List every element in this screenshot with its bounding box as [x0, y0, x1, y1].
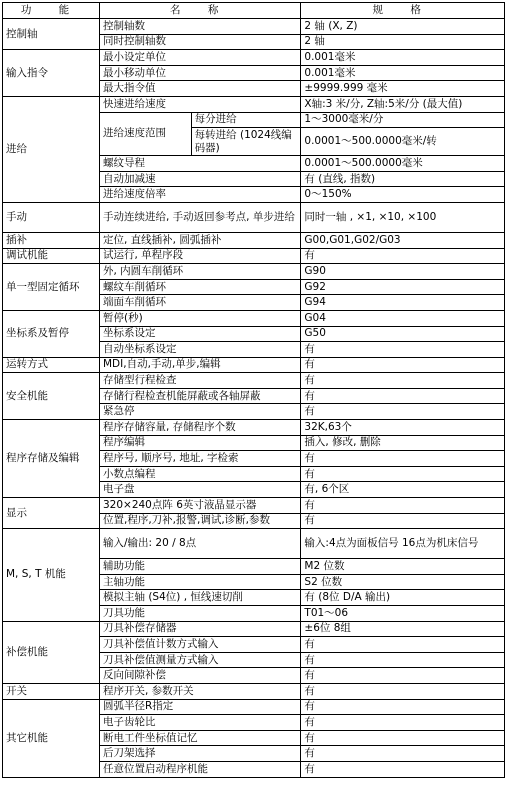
spec-cell: 有 — [301, 746, 505, 762]
name-cell: 最大指令值 — [99, 81, 300, 97]
table-row — [3, 699, 505, 715]
name-cell: 反向间隙补偿 — [99, 668, 300, 684]
name-cell: 定位, 直线插补, 圆弧插补 — [99, 232, 300, 248]
table-row — [3, 683, 505, 699]
spec-cell: 有 — [301, 668, 505, 684]
table-row — [3, 310, 505, 326]
name-cell: 存储行程检查机能屏蔽或各轴屏蔽 — [99, 388, 300, 404]
name-cell: 后刀架选择 — [99, 746, 300, 762]
header-row — [3, 3, 505, 19]
spec-cell: 插入, 修改, 删除 — [301, 435, 505, 451]
spec-cell: 2 轴 — [301, 34, 505, 50]
spec-table — [2, 2, 505, 778]
header-name: 名 称 — [99, 3, 300, 19]
name-cell: 自动坐标系设定 — [99, 342, 300, 358]
spec-cell: 有 — [301, 498, 505, 514]
table-row — [3, 420, 505, 436]
name-cell: 程序存储容量, 存储程序个数 — [99, 420, 300, 436]
name-cell: 快速进给速度 — [99, 96, 300, 112]
name-cell: 程序号, 顺序号, 地址, 字检索 — [99, 451, 300, 467]
name-cell: 进给速度倍率 — [99, 187, 300, 203]
spec-cell: 有 — [301, 373, 505, 389]
name-cell: 程序编辑 — [99, 435, 300, 451]
function-cell: 程序存储及编辑 — [3, 420, 100, 498]
function-cell: 坐标系及暂停 — [3, 310, 100, 357]
table-row — [3, 19, 505, 35]
function-cell: 调试机能 — [3, 248, 100, 264]
spec-cell: S2 位数 — [301, 574, 505, 590]
table-row — [3, 232, 505, 248]
spec-cell: 0.001毫米 — [301, 65, 505, 81]
spec-cell: 0.0001～500.0000毫米 — [301, 156, 505, 172]
function-cell: 其它机能 — [3, 699, 100, 777]
spec-cell: 0.0001～500.0000毫米/转 — [301, 128, 505, 156]
spec-cell: 输入:4点为面板信号 16点为机床信号 — [301, 529, 505, 559]
name-cell: 刀具补偿存储器 — [99, 621, 300, 637]
function-cell: 手动 — [3, 202, 100, 232]
spec-cell: 2 轴 (X, Z) — [301, 19, 505, 35]
spec-cell: 有 — [301, 451, 505, 467]
name-cell: 圆弧半径R指定 — [99, 699, 300, 715]
function-cell: 显示 — [3, 498, 100, 529]
spec-cell: 同时一轴 , ×1, ×10, ×100 — [301, 202, 505, 232]
function-cell: 开关 — [3, 683, 100, 699]
name-cell: 程序开关, 参数开关 — [99, 683, 300, 699]
name-group-cell: 进给速度范围 — [99, 112, 191, 156]
function-cell: 补偿机能 — [3, 621, 100, 683]
name-cell: 模拟主轴 (S4位) , 恒线速切削 — [99, 590, 300, 606]
name-cell: 最小移动单位 — [99, 65, 300, 81]
function-cell: M, S, T 机能 — [3, 529, 100, 621]
function-cell: 单一型固定循环 — [3, 264, 100, 311]
spec-cell: 0～150% — [301, 187, 505, 203]
spec-cell: 有 — [301, 652, 505, 668]
name-cell: 端面车削循环 — [99, 295, 300, 311]
table-row — [3, 498, 505, 514]
spec-cell: G94 — [301, 295, 505, 311]
name-cell: 320×240点阵 6英寸液晶显示器 — [99, 498, 300, 514]
name-cell: 刀具补偿值测量方式输入 — [99, 652, 300, 668]
spec-cell: 有 — [301, 715, 505, 731]
table-row — [3, 202, 505, 232]
spec-cell: G50 — [301, 326, 505, 342]
name-cell: 坐标系设定 — [99, 326, 300, 342]
spec-cell: ±9999.999 毫米 — [301, 81, 505, 97]
table-row — [3, 96, 505, 112]
name-cell: 控制轴数 — [99, 19, 300, 35]
name-cell: 暂停(秒) — [99, 310, 300, 326]
name-cell: 位置,程序,刀补,报警,调试,诊断,参数 — [99, 513, 300, 529]
sub-name-cell: 每转进给 (1024线编码器) — [191, 128, 301, 156]
name-cell: 断电工件坐标值记忆 — [99, 730, 300, 746]
spec-cell: 有 — [301, 466, 505, 482]
spec-cell: 有 — [301, 404, 505, 420]
sub-name-cell: 每分进给 — [191, 112, 301, 128]
name-cell: MDI,自动,手动,单步,编辑 — [99, 357, 300, 373]
function-cell: 进给 — [3, 96, 100, 202]
name-cell: 外, 内圆车削循环 — [99, 264, 300, 280]
spec-cell: ±6位 8组 — [301, 621, 505, 637]
spec-cell: 有 — [301, 342, 505, 358]
name-cell: 刀具补偿值计数方式输入 — [99, 637, 300, 653]
name-cell: 电子齿轮比 — [99, 715, 300, 731]
function-cell: 输入指令 — [3, 50, 100, 97]
spec-cell: M2 位数 — [301, 559, 505, 575]
name-cell: 电子盘 — [99, 482, 300, 498]
table-row — [3, 373, 505, 389]
name-cell: 小数点编程 — [99, 466, 300, 482]
spec-cell: 有 — [301, 248, 505, 264]
name-cell: 辅助功能 — [99, 559, 300, 575]
table-body — [3, 19, 505, 778]
spec-cell: 有 (8位 D/A 输出) — [301, 590, 505, 606]
spec-cell: 有 — [301, 683, 505, 699]
table-row — [3, 264, 505, 280]
name-cell: 刀具功能 — [99, 606, 300, 622]
spec-cell: 有 — [301, 730, 505, 746]
name-cell: 存储型行程检查 — [99, 373, 300, 389]
header-func: 功 能 — [3, 3, 100, 19]
name-cell: 手动连续进给, 手动返回参考点, 单步进给 — [99, 202, 300, 232]
name-cell: 试运行, 单程序段 — [99, 248, 300, 264]
table-row — [3, 357, 505, 373]
name-cell: 自动加减速 — [99, 171, 300, 187]
table-row — [3, 621, 505, 637]
header-spec: 规 格 — [301, 3, 505, 19]
spec-cell: T01～06 — [301, 606, 505, 622]
spec-cell: 有 — [301, 357, 505, 373]
spec-cell: 0.001毫米 — [301, 50, 505, 66]
name-cell: 任意位置启动程序机能 — [99, 761, 300, 777]
name-cell: 螺纹导程 — [99, 156, 300, 172]
name-cell: 紧急停 — [99, 404, 300, 420]
spec-cell: 有 — [301, 388, 505, 404]
spec-cell: G00,G01,G02/G03 — [301, 232, 505, 248]
spec-cell: 有, 6个区 — [301, 482, 505, 498]
function-cell: 插补 — [3, 232, 100, 248]
spec-cell: 32K,63个 — [301, 420, 505, 436]
spec-cell: 有 (直线, 指数) — [301, 171, 505, 187]
spec-cell: G90 — [301, 264, 505, 280]
spec-cell: 1～3000毫米/分 — [301, 112, 505, 128]
function-cell: 运转方式 — [3, 357, 100, 373]
table-row — [3, 50, 505, 66]
spec-cell: 有 — [301, 699, 505, 715]
name-cell: 同时控制轴数 — [99, 34, 300, 50]
table-row — [3, 529, 505, 559]
function-cell: 安全机能 — [3, 373, 100, 420]
name-cell: 最小设定单位 — [99, 50, 300, 66]
name-cell: 输入/输出: 20 / 8点 — [99, 529, 300, 559]
spec-cell: G92 — [301, 279, 505, 295]
name-cell: 螺纹车削循环 — [99, 279, 300, 295]
table-row — [3, 248, 505, 264]
spec-cell: 有 — [301, 761, 505, 777]
spec-cell: X轴:3 米/分, Z轴:5米/分 (最大值) — [301, 96, 505, 112]
function-cell: 控制轴 — [3, 19, 100, 50]
name-cell: 主轴功能 — [99, 574, 300, 590]
spec-cell: 有 — [301, 637, 505, 653]
spec-cell: G04 — [301, 310, 505, 326]
spec-cell: 有 — [301, 513, 505, 529]
